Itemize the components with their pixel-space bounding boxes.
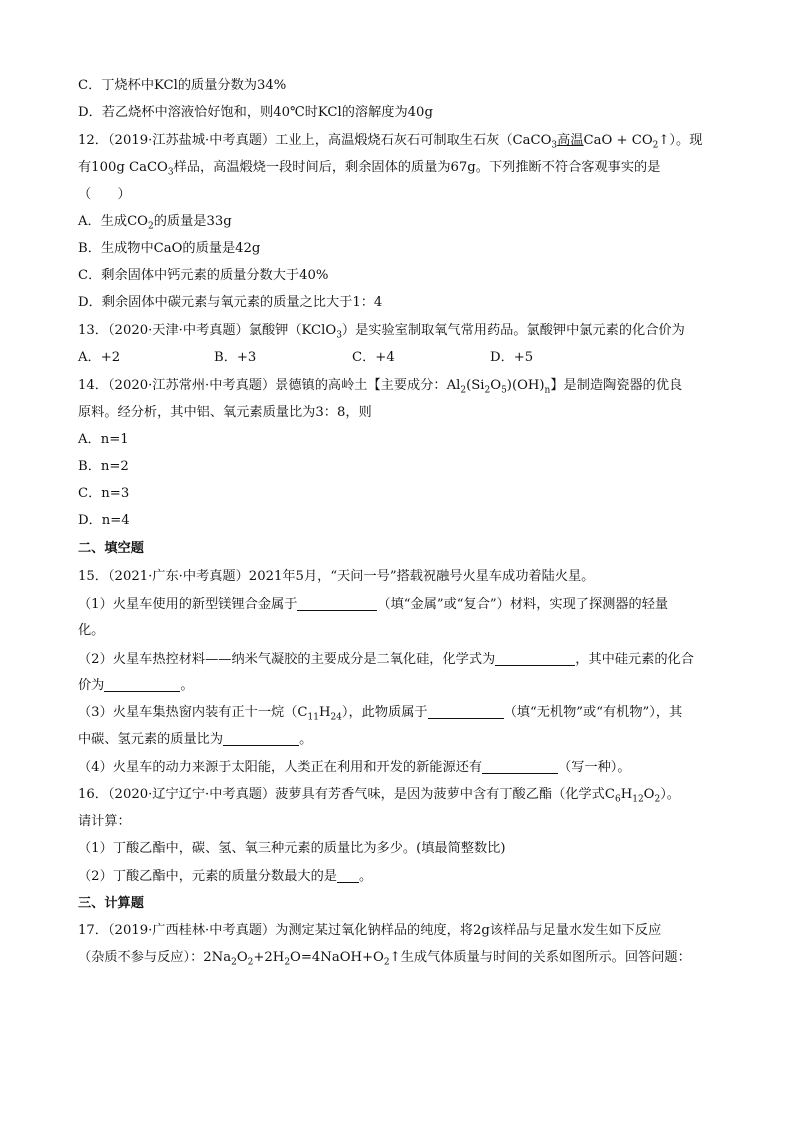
q12-option-c: C．剩余固体中钙元素的质量分数大于40%	[78, 268, 329, 283]
answer-blank[interactable]	[428, 704, 504, 719]
q16-stem: 16．（2020·辽宁辽宁·中考真题）菠萝具有芳香气味，是因为菠萝中含有丁酸乙酯（化学式$C_6H_{12}O_2$）。	[78, 787, 680, 805]
q13-option-a: A．+2	[78, 350, 121, 365]
q14-stem: 14．（2020·江苏常州·中考真题）景德镇的高岭土【主要成分：$Al_2(Si_2O_5)(OH)_n$】是制造陶瓷器的优良	[78, 378, 683, 396]
answer-blank[interactable]	[297, 596, 377, 611]
answer-blank[interactable]	[223, 731, 299, 746]
q15-stem: 15．（2021·广东·中考真题）2021年5月，“天问一号”搭载祝融号火星车成功着陆火星。	[78, 569, 595, 584]
q12-option-b: B．生成物中CaO的质量是42g	[78, 241, 261, 256]
q14-option-d: D．n=4	[78, 513, 130, 528]
q13-option-d: D．+5	[490, 350, 534, 365]
q13-option-c: C．+4	[352, 350, 395, 365]
q15-part3-line2: 中碳、氢元素的质量比为 。	[78, 732, 313, 747]
q14-stem-line2: 原料。经分析，其中铝、氧元素质量比为3：8，则	[78, 405, 372, 420]
q13-option-b: B．+3	[214, 350, 257, 365]
q15-part1: （1）火星车使用的新型镁锂合金属于 （填“金属”或“复合”）材料，实现了探测器的轻量	[78, 597, 669, 612]
q11-option-d: D．若乙烧杯中溶液恰好饱和，则40℃时KCl的溶解度为40g	[78, 105, 433, 120]
q13-stem: 13．（2020·天津·中考真题）氯酸钾（KClO$_3$）是实验室制取氧气常用药品。氯酸钾中氯元素的化合价为	[78, 323, 685, 341]
q14-option-a: A．n=1	[78, 432, 129, 447]
answer-blank[interactable]	[104, 677, 180, 692]
q16-part2: （2）丁酸乙酯中，元素的质量分数最大的是 。	[78, 869, 373, 884]
q15-part2: （2）火星车热控材料——纳米气凝胶的主要成分是二氧化硅，化学式为 ，其中硅元素的化合	[78, 652, 694, 667]
q15-part3: （3）火星车集热窗内装有正十一烷$(C_{11}H_{24})$，此物质属于 （填“无机物”或“有机物”），其	[78, 705, 683, 723]
section-fill-in-heading: 二、填空题	[78, 541, 144, 556]
q17-stem: 17．（2019·广西桂林·中考真题）为测定某过氧化钠样品的纯度，将2g该样品与足量水发生如下反应	[78, 923, 662, 938]
q16-part1: （1）丁酸乙酯中，碳、氢、氧三种元素的质量比为多少。(填最简整数比)	[78, 841, 506, 856]
q14-option-c: C．n=3	[78, 486, 130, 501]
q12-stem-line2: 有100g CaCO$_3$样品，高温煅烧一段时间后，剩余固体的质量为67g。下列推断不符合客观事实的是	[78, 160, 661, 178]
q15-part2-line2: 价为 。	[78, 678, 194, 693]
answer-blank[interactable]	[337, 868, 359, 883]
q12-option-d: D．剩余固体中碳元素与氧元素的质量之比大于1：4	[78, 295, 383, 310]
q16-stem-line2: 请计算：	[78, 814, 131, 829]
q17-stem-line2: （杂质不参与反应）：$2Na_2O_2+2H_2O=4NaOH+O_2↑$生成气体质量与时间的关系如图所示。回答问题：	[78, 950, 691, 968]
section-calculation-heading: 三、计算题	[78, 896, 144, 911]
q15-part4: （4）火星车的动力来源于太阳能，人类正在利用和开发的新能源还有 （写一种）。	[78, 760, 631, 775]
reaction-condition: 高温	[557, 133, 584, 148]
q15-part1-line2: 化。	[78, 623, 105, 638]
q12-option-a: A．生成$CO_2$的质量是33g	[78, 214, 232, 232]
answer-blank[interactable]	[495, 651, 575, 666]
answer-blank[interactable]	[482, 759, 558, 774]
q14-option-b: B．n=2	[78, 459, 129, 474]
answer-paren: （ ）	[78, 187, 131, 202]
q12-stem: 12．（2019·江苏盐城·中考真题）工业上，高温煅烧石灰石可制取生石灰（CaCO$_3$高温CaO + $CO_2↑$）。现	[78, 133, 703, 151]
q11-option-c: C．丁烧杯中KCl的质量分数为34%	[78, 78, 287, 93]
